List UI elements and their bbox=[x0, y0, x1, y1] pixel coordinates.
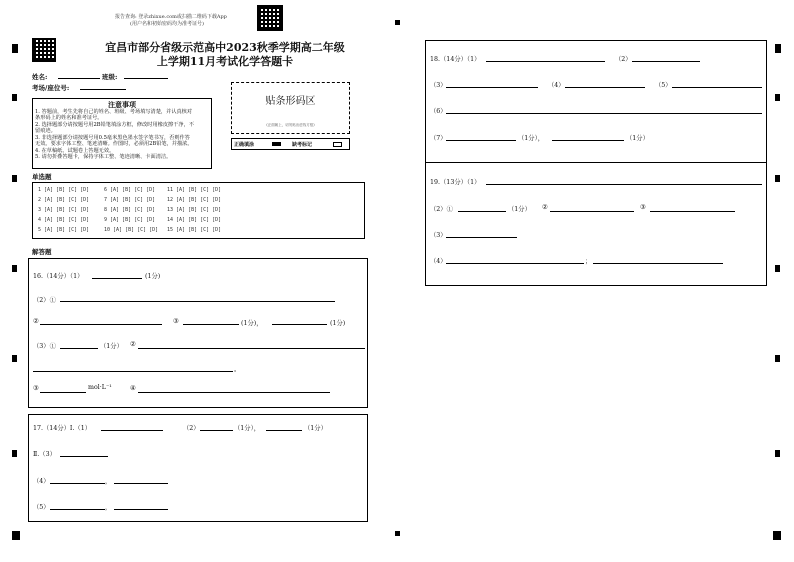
exam-seat-field[interactable] bbox=[80, 83, 126, 90]
timing-mark bbox=[775, 94, 780, 101]
timing-mark bbox=[775, 175, 780, 182]
timing-mark bbox=[773, 531, 781, 540]
correct-fill-label: 正确填涂 bbox=[234, 142, 255, 148]
choice-row-6[interactable]: 6 [A] [B] [C] [D] bbox=[104, 187, 156, 193]
q18-3-blank[interactable] bbox=[446, 81, 538, 88]
exam-seat-label: 考场/座位号: bbox=[32, 84, 70, 92]
notice-line: 4. 在草稿纸、试题卷上答题无效。 bbox=[35, 148, 115, 154]
q16-3-1-score: （1分） bbox=[100, 343, 123, 350]
q17-4-blank-a[interactable] bbox=[50, 477, 105, 484]
absent-label: 缺考标记 bbox=[292, 142, 313, 148]
q17-5-blank-a[interactable] bbox=[50, 503, 105, 510]
q18-7-label: （7） bbox=[430, 135, 447, 142]
q17-4-comma: ， bbox=[105, 478, 112, 485]
q18-3-label: （3） bbox=[430, 82, 447, 89]
q18-5-label: （5） bbox=[655, 82, 672, 89]
q16-2-3-label: ③ bbox=[173, 318, 179, 325]
q18-2-label: （2） bbox=[615, 56, 632, 63]
notice-title: 注意事项 bbox=[108, 100, 136, 109]
q18-1-blank[interactable] bbox=[486, 55, 605, 62]
q17-5-blank-b[interactable] bbox=[114, 503, 168, 510]
q19-3-label: （3） bbox=[430, 232, 447, 239]
q16-2-3-blank-b[interactable] bbox=[272, 318, 327, 325]
qr-code-left bbox=[32, 38, 56, 62]
q16-3-2-blank[interactable] bbox=[138, 342, 365, 349]
q17-4-label: （4） bbox=[33, 478, 50, 485]
choice-row-2[interactable]: 2 [A] [B] [C] [D] bbox=[38, 197, 90, 203]
q16-2-label: （2）① bbox=[33, 297, 56, 304]
q18-2-blank[interactable] bbox=[632, 55, 700, 62]
choice-row-15[interactable]: 15 [A] [B] [C] [D] bbox=[167, 227, 222, 233]
q19-head: 19.（13分）（1） bbox=[430, 179, 481, 186]
q16-1-blank[interactable] bbox=[92, 272, 142, 279]
answer-section-label: 解答题 bbox=[32, 248, 52, 256]
timing-mark bbox=[12, 175, 17, 182]
q19-4-blank-b[interactable] bbox=[593, 257, 723, 264]
q19-4-label: （4） bbox=[430, 258, 447, 265]
notice-line: 5. 请勿折叠答题卡，保持字体工整、笔迹清晰、卡面清洁。 bbox=[35, 154, 172, 160]
timing-mark bbox=[12, 265, 17, 272]
q16-1-score: (1分) bbox=[145, 273, 161, 280]
timing-mark bbox=[12, 44, 18, 53]
q19-2-3-label: ③ bbox=[640, 204, 646, 211]
timing-mark bbox=[12, 531, 20, 540]
notice-line: 留痕迹。 bbox=[35, 128, 56, 134]
correct-fill-sample bbox=[272, 142, 281, 146]
class-field[interactable] bbox=[124, 72, 168, 79]
q19-2-1-blank[interactable] bbox=[458, 205, 506, 212]
q18-7-blank-a[interactable] bbox=[446, 134, 516, 141]
qr-code-top bbox=[257, 5, 283, 31]
notice-line: 条形码上的姓名和准考证号。 bbox=[35, 115, 103, 121]
choice-row-9[interactable]: 9 [A] [B] [C] [D] bbox=[104, 217, 156, 223]
choice-row-5[interactable]: 5 [A] [B] [C] [D] bbox=[38, 227, 90, 233]
q19-4-blank-a[interactable] bbox=[446, 257, 584, 264]
q17-head: 17.（14分）Ⅰ.（1） bbox=[33, 425, 92, 432]
q19-2-1-score: （1分） bbox=[508, 206, 531, 213]
q19-2-label: （2）① bbox=[430, 206, 453, 213]
notice-line: 无效。要求字体工整、笔迹清晰。作图时，必须用2B铅笔，并描浓。 bbox=[35, 141, 193, 147]
q16-2-2-blank[interactable] bbox=[40, 318, 162, 325]
q16-head: 16.（14分）（1） bbox=[33, 273, 84, 280]
q16-2-3-blank-a[interactable] bbox=[183, 318, 239, 325]
q17-3-blank[interactable] bbox=[60, 450, 108, 457]
q18-7-blank-b[interactable] bbox=[552, 134, 624, 141]
q16-3-2-end: 。 bbox=[234, 366, 241, 373]
page-title-line1: 宜昌市部分省级示范高中2023秋季学期高二年级 bbox=[105, 41, 345, 54]
absent-checkbox[interactable] bbox=[333, 142, 342, 147]
timing-mark bbox=[775, 44, 781, 53]
q16-2-1-blank[interactable] bbox=[60, 295, 335, 302]
barcode-hint: (正面朝上，切勿贴出虚线方框) bbox=[266, 123, 315, 127]
name-field[interactable] bbox=[58, 72, 100, 79]
q18-4-blank[interactable] bbox=[565, 81, 645, 88]
q16-3-1-blank[interactable] bbox=[60, 342, 98, 349]
q17-3-label: Ⅱ.（3） bbox=[33, 451, 56, 458]
q16-3-2-blank-cont[interactable] bbox=[33, 365, 233, 372]
choice-row-3[interactable]: 3 [A] [B] [C] [D] bbox=[38, 207, 90, 213]
choice-row-11[interactable]: 11 [A] [B] [C] [D] bbox=[167, 187, 222, 193]
q18-4-label: （4） bbox=[548, 82, 565, 89]
q16-3-2-label: ② bbox=[130, 341, 136, 348]
timing-mark bbox=[12, 94, 17, 101]
q19-2-2-blank[interactable] bbox=[550, 205, 634, 212]
q16-3-4-label: ④ bbox=[130, 385, 136, 392]
choice-row-10[interactable]: 10 [A] [B] [C] [D] bbox=[104, 227, 159, 233]
q18-7-score-b: （1分） bbox=[626, 135, 649, 142]
q18-head: 18.（14分）（1） bbox=[430, 56, 481, 63]
timing-mark bbox=[395, 531, 400, 536]
single-choice-label: 单选题 bbox=[32, 173, 52, 181]
timing-mark bbox=[395, 20, 400, 25]
notice-line: 2. 选择题部分请按题号用2B铅笔填涂方框，修改时用橡皮擦干净，不 bbox=[35, 122, 194, 128]
timing-mark bbox=[775, 355, 780, 362]
q17-2-blank-a[interactable] bbox=[200, 424, 233, 431]
q19-4-sep: ； bbox=[585, 258, 592, 265]
timing-mark bbox=[12, 450, 17, 457]
timing-mark bbox=[775, 450, 780, 457]
q18-7-score-a: （1分）， bbox=[518, 135, 545, 142]
q17-5-label: （5） bbox=[33, 504, 50, 511]
class-label: 班级: bbox=[102, 73, 118, 81]
choice-row-14[interactable]: 14 [A] [B] [C] [D] bbox=[167, 217, 222, 223]
timing-mark bbox=[775, 265, 780, 272]
q16-3-3-unit: mol·L⁻¹ bbox=[88, 384, 112, 391]
notice-line: 3. 非选择题部分请按题号用0.5毫米黑色墨水签字笔书写，否则作答 bbox=[35, 135, 190, 141]
q18-6-label: （6） bbox=[430, 108, 447, 115]
q16-3-4-blank[interactable] bbox=[138, 386, 330, 393]
q19-2-2-label: ② bbox=[542, 204, 548, 211]
q17-2-score-b: （1分） bbox=[304, 425, 327, 432]
q17-4-blank-b[interactable] bbox=[114, 477, 168, 484]
q17-5-comma: ， bbox=[105, 504, 112, 511]
q17-2-blank-b[interactable] bbox=[266, 424, 302, 431]
choice-row-1[interactable]: 1 [A] [B] [C] [D] bbox=[38, 187, 90, 193]
timing-mark bbox=[12, 355, 17, 362]
choice-row-7[interactable]: 7 [A] [B] [C] [D] bbox=[104, 197, 156, 203]
barcode-label: 贴条形码区 bbox=[265, 96, 316, 107]
q19-2-3-blank[interactable] bbox=[650, 205, 735, 212]
q16-3-3-blank[interactable] bbox=[40, 386, 86, 393]
q18-5-blank[interactable] bbox=[672, 81, 762, 88]
choice-row-4[interactable]: 4 [A] [B] [C] [D] bbox=[38, 217, 90, 223]
name-label: 姓名: bbox=[32, 73, 48, 81]
notice-line: 1. 答题前，考生先将自己的姓名、班级、考场填写清楚，并认真核对 bbox=[35, 109, 193, 115]
q16-3-label: （3）① bbox=[33, 343, 56, 350]
q17-2-label: （2） bbox=[183, 425, 200, 432]
top-note-1: 报告查询: 登录zhixue.com或扫描二维码下载App bbox=[115, 14, 227, 20]
top-note-2: (用户名和初始密码均为准考证号) bbox=[130, 21, 204, 27]
q16-3-3-label: ③ bbox=[33, 385, 39, 392]
q18-6-blank[interactable] bbox=[446, 107, 762, 114]
page-title-line2: 上学期11月考试化学答题卡 bbox=[156, 55, 294, 68]
q16-2-3-score-b: (1分) bbox=[330, 320, 346, 327]
choice-row-12[interactable]: 12 [A] [B] [C] [D] bbox=[167, 197, 222, 203]
q16-2-3-score-a: (1分)， bbox=[241, 320, 263, 327]
q19-1-blank[interactable] bbox=[486, 178, 762, 185]
q19-3-blank[interactable] bbox=[446, 231, 517, 238]
q17-1-blank[interactable] bbox=[101, 424, 163, 431]
choice-row-8[interactable]: 8 [A] [B] [C] [D] bbox=[104, 207, 156, 213]
choice-row-13[interactable]: 13 [A] [B] [C] [D] bbox=[167, 207, 222, 213]
q16-2-2-label: ② bbox=[33, 318, 39, 325]
q17-2-score-a: （1分）， bbox=[234, 425, 261, 432]
